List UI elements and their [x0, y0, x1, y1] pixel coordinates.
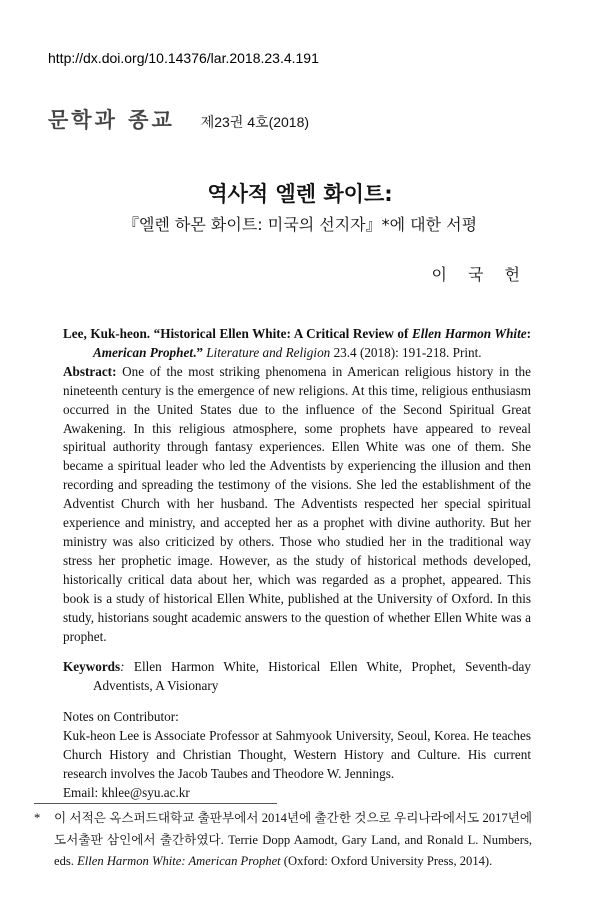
article-body [63, 325, 531, 803]
footnote-text-1: 이 서적은 옥스퍼드대학교 출판부에서 2014년에 출간한 것으로 우리나라에서도 2017년에 도서출판 삼인에서 출간하였다. Terrie Dopp Aamodt, Gary Land, and Ronald L. Numbers, eds. [54, 811, 532, 868]
contributor-heading: Notes on Contributor: [63, 709, 179, 725]
issue-info: 제23권 4호(2018) [200, 114, 310, 130]
article-author: 이 국 헌 [431, 265, 528, 284]
contributor-notes [63, 708, 531, 803]
footnote-divider [34, 803, 277, 804]
abstract-label: Abstract: [63, 363, 117, 379]
citation [63, 325, 531, 363]
citation-book-title-1: Ellen Harmon White [411, 326, 527, 341]
citation-colon: : [526, 326, 531, 341]
footnote-mark: * [34, 811, 41, 825]
keywords-label: Keywords [63, 659, 121, 675]
footnote-book-title: Ellen Harmon White: American Prophet [77, 854, 281, 868]
citation-book-title-2: American Prophet [93, 344, 194, 360]
keywords-colon: : [120, 659, 125, 675]
citation-journal: Literature and Religion [206, 344, 331, 360]
keywords-text: Ellen Harmon White, Historical Ellen White, Prophet, Seventh-day Adventists, A Visionary [93, 659, 531, 694]
footnote [34, 808, 532, 873]
abstract [63, 363, 531, 647]
citation-details: 23.4 (2018): 191-218. Print. [330, 344, 482, 360]
contributor-bio: Kuk-heon Lee is Associate Professor at Sahmyook University, Seoul, Korea. He teaches Church History and Christian Thought, Western History and Culture. His current research involves the Jacob Taubes and Theodore W. Jennings. [63, 728, 531, 781]
footnote-text-2: (Oxford: Oxford University Press, 2014). [280, 854, 493, 868]
article-subtitle: 『엘렌 하몬 화이트: 미국의 선지자』*에 대한 서평 [122, 215, 478, 234]
citation-close: .” [193, 344, 203, 360]
article-title: 역사적 엘렌 화이트: [207, 182, 393, 206]
journal-logo: 문학과 종교 [48, 108, 175, 132]
abstract-text: One of the most striking phenomena in American religious history in the nineteenth century is the emergence of new religions. At this time, religious enthusiasm occurred in the United States due to the influence of the Second Spiritual Great Awakening. In this religious atmosphere, some prophets have appeared to reveal spiritual authority through fantasy experiences. Ellen White was one of them. She became a spiritual leader who led the Adventists by experiencing the illusion and then recording and spreading the testimony of the visions. She led the establishment of the Adventist Church with her husband. The Adventists respected her special spiritual experience and ministry, and accepted her as a prophet with divine authority. But her ministry was also criticized by others. Those who studied her in the traditional way stress her prophetic image. However, as the study of historical methods developed, historically critical data about her, which was regarded as a prophet, appeared. This book is a study of historical Ellen White, published at the University of Oxford. In this study, historians sought academic answers to the question of whether Ellen White was a prophet. [63, 363, 531, 644]
citation-authors-title: Lee, Kuk-heon. “Historical Ellen White: A Critical Review of [63, 326, 412, 341]
journal-header [48, 104, 309, 134]
contributor-email: Email: khlee@syu.ac.kr [63, 784, 190, 800]
doi-link[interactable]: http://dx.doi.org/10.14376/lar.2018.23.4.191 [48, 50, 319, 66]
keywords [63, 658, 531, 696]
